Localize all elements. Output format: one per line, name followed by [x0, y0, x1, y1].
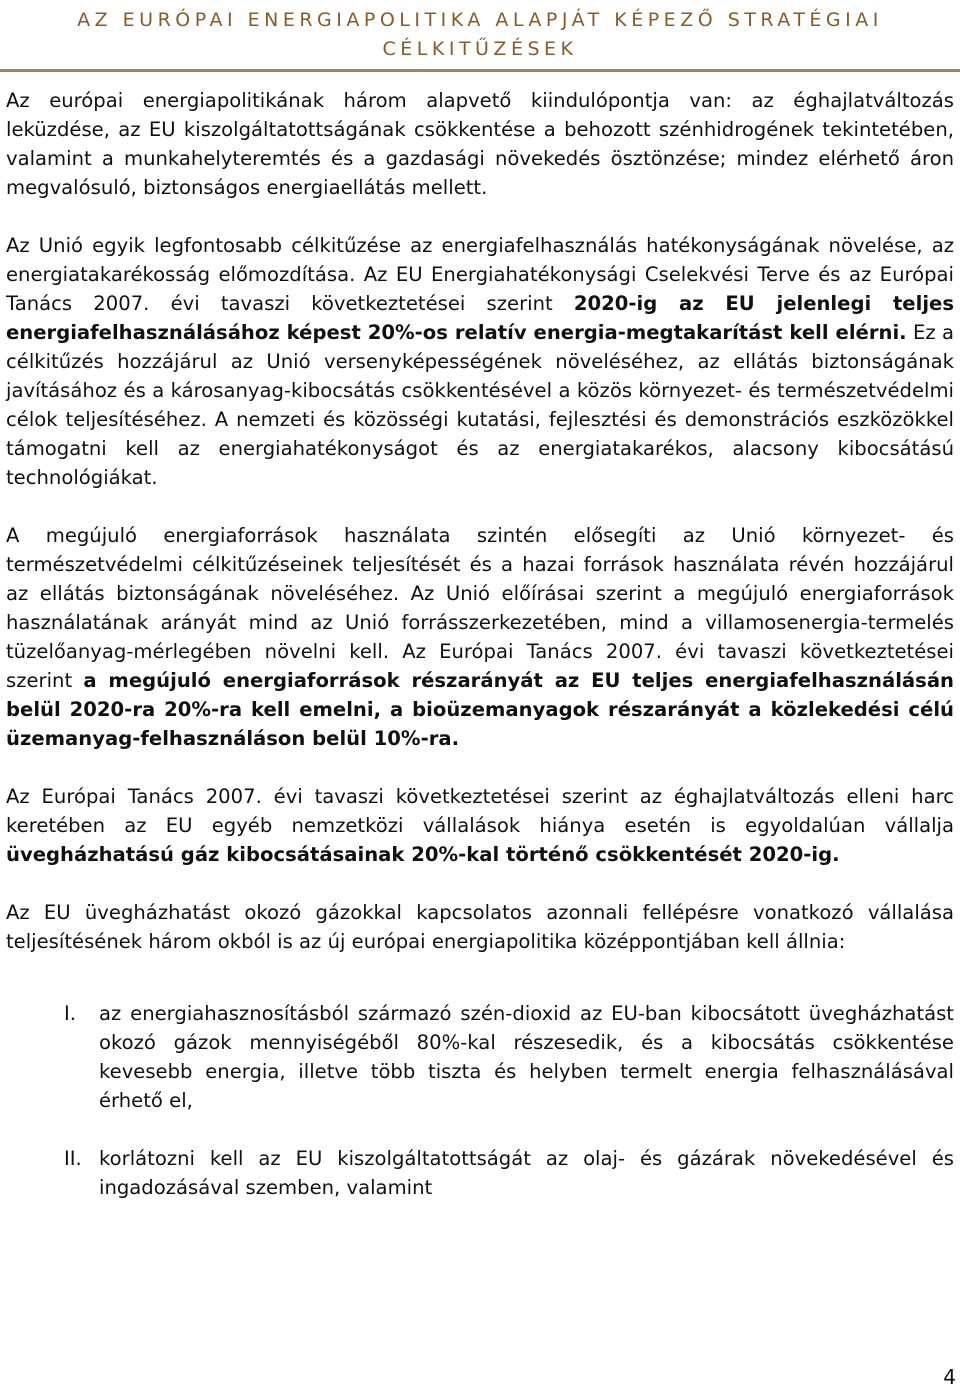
paragraph-climate	[6, 782, 954, 869]
paragraph-climate-text: Az Európai Tanács 2007. évi tavaszi következtetései szerint az éghajlatváltozás elleni harc keretében az EU egyéb nemzetközi vállalások hiánya esetén is egyoldalúan vállalja	[6, 785, 954, 837]
paragraph-energy-efficiency-highlight: 2020-ig az EU jelenlegi teljes energiafelhasználásához képest 20%-os relatív energia-megtakarítást kell elérni.	[6, 292, 954, 344]
page-header	[0, 6, 960, 64]
paragraph-climate-highlight: üvegházhatású gáz kibocsátásainak 20%-kal történő csökkentését 2020-ig.	[6, 843, 840, 866]
paragraph-greenhouse	[6, 898, 954, 956]
paragraph-energy-efficiency-text-a: Az Unió egyik legfontosabb célkitűzése az energiafelhasználás hatékonyságának növelése, az energiatakarékosság előmozdítása. Az EU Energiahatékonysági Cselekvési Terve és az Európai Tanács 2007. évi tavaszi következtetései szerint	[6, 234, 954, 315]
list-item-marker: I.	[64, 1002, 77, 1025]
list-item-marker: II.	[64, 1147, 82, 1170]
list-item-text: korlátozni kell az EU kiszolgáltatottságát az olaj- és gázárak növekedésével és ingadozásával szemben, valamint	[99, 1147, 954, 1199]
paragraph-greenhouse-text: Az EU üvegházhatást okozó gázokkal kapcsolatos azonnali fellépésre vonatkozó vállalása teljesítésének három okból is az új európai energiapolitika középpontjában kell állnia:	[6, 901, 954, 953]
paragraph-renewables	[6, 521, 954, 753]
list-item-text: az energiahasznosításból származó szén-dioxid az EU-ban kibocsátott üvegházhatást okozó gázok mennyiségéből 80%-kal részesedik, és a kibocsátás csökkentése kevesebb energia, illetve több tiszta és helyben termelt energia felhasználásával érhető el,	[99, 1002, 954, 1112]
page-title-line-2: CÉLKITŰZÉSEK	[382, 38, 578, 60]
header-divider	[0, 69, 960, 72]
document-body	[6, 86, 954, 1202]
page-title-line-1: AZ EURÓPAI ENERGIAPOLITIKA ALAPJÁT KÉPEZŐ STRATÉGIAI	[77, 9, 883, 31]
paragraph-intro-text: Az európai energiapolitikának három alapvető kiindulópontja van: az éghajlatváltozás leküzdése, az EU kiszolgáltatottságának csökkentése a behozott szénhidrogének tekintetében, valamint a munkahelyteremtés és a gazdasági növekedés ösztönzése; mindez elérhető áron megvalósuló, biztonságos energiaellátás mellett.	[6, 89, 954, 199]
list-item	[6, 999, 954, 1115]
paragraph-energy-efficiency-text-b: Ez a célkitűzés hozzájárul az Unió versenyképességének növeléséhez, az ellátás biztonságának javításához és a károsanyag-kibocsátás csökkentésével a közös környezet- és természetvédelmi célok teljesítéséhez. A nemzeti és közösségi kutatási, fejlesztési és demonstrációs eszközökkel támogatni kell az energiahatékonyságot és az energiatakarékos, alacsony kibocsátású technológiákat.	[6, 321, 954, 489]
list-item	[6, 1144, 954, 1202]
paragraph-renewables-highlight: a megújuló energiaforrások részarányát az EU teljes energiafelhasználásán belül 2020-ra 20%-ra kell emelni, a bioüzemanyagok részarányát a közlekedési célú üzemanyag-felhasználáson belül 10%-ra.	[6, 669, 954, 750]
paragraph-energy-efficiency	[6, 231, 954, 492]
page-number: 4	[943, 1365, 956, 1389]
paragraph-intro	[6, 86, 954, 202]
paragraph-renewables-text: A megújuló energiaforrások használata szintén elősegíti az Unió környezet- és természetvédelmi célkitűzéseinek teljesítését és a hazai források használata révén hozzájárul az ellátás biztonságának növeléséhez. Az Unió előírásai szerint a megújuló energiaforrások használatának arányát mind az Unió forrásszerkezetében, mind a villamosenergia-termelés tüzelőanyag-mérlegében növelni kell. Az Európai Tanács 2007. évi tavaszi következtetései szerint	[6, 524, 954, 692]
